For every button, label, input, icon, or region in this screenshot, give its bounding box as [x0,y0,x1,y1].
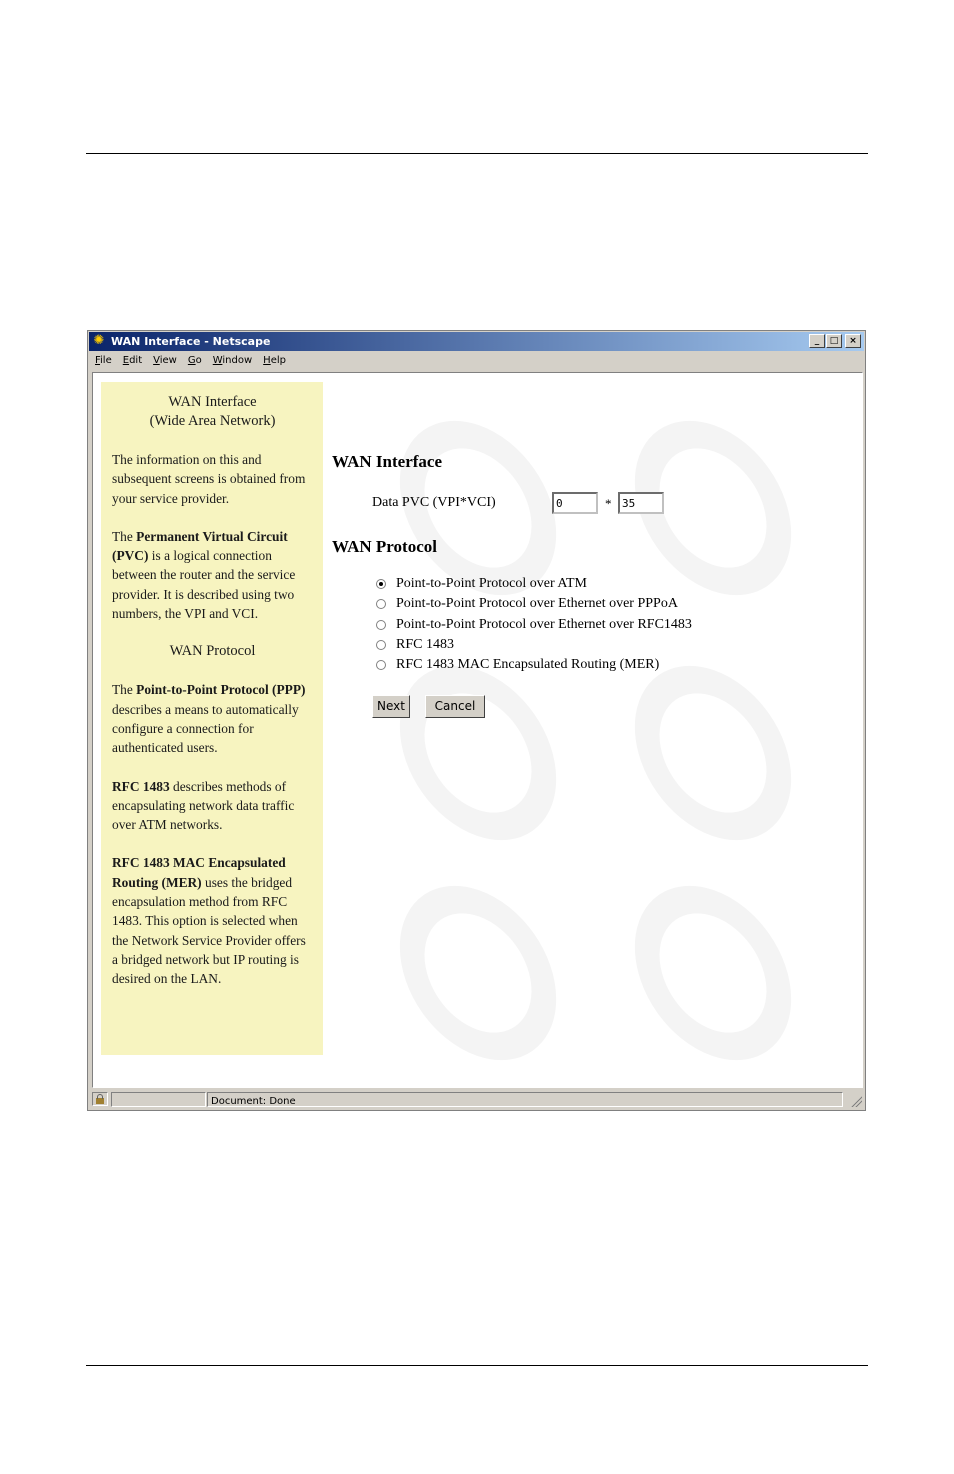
sidebar-mer-text: RFC 1483 MAC Encapsulated Routing (MER) uses the bridged encapsulation method from RFC 1483. This option is selected when the Network Service Provider offers a bridged network but IP routing is desired on the LAN. [112,855,306,987]
vci-input[interactable]: 35 [618,492,664,514]
protocol-radio-group [376,574,692,675]
minimize-button[interactable]: _ [809,334,825,348]
protocol-option-label: RFC 1483 [396,637,454,653]
menu-window[interactable]: Window [212,355,253,366]
sidebar-heading-line2: (Wide Area Network) [149,413,276,429]
menu-go[interactable]: Go [187,355,202,366]
menu-bar [89,352,864,370]
menu-view[interactable]: View [153,355,177,366]
protocol-option-pppoe-rfc1483[interactable] [376,615,692,635]
help-sidebar [101,382,323,1055]
status-text: Document: Done [207,1092,843,1107]
browser-window [87,330,866,1111]
pvc-separator: * [605,496,612,511]
menu-help[interactable]: Help [263,355,286,366]
page-rule-bottom [86,1365,868,1366]
sidebar-heading-line1: WAN Interface [168,394,257,410]
netscape-logo-icon: ✺ [93,333,105,348]
resize-grip-icon[interactable] [850,1095,862,1107]
protocol-option-label: Point-to-Point Protocol over ATM [396,576,587,592]
sidebar-pvc-text: The Permanent Virtual Circuit (PVC) is a logical connection between the router and the service provider. It is described using two numbers, the VPI and VCI. [112,528,296,622]
pvc-label: Data PVC (VPI*VCI) [372,495,496,510]
wan-protocol-title: WAN Protocol [332,537,437,556]
radio-button[interactable] [376,620,386,630]
status-progress-cell [111,1092,206,1107]
wan-interface-title: WAN Interface [332,452,442,471]
close-button[interactable]: × [845,334,861,348]
page-content [92,372,863,1088]
protocol-option-label: Point-to-Point Protocol over Ethernet over PPPoA [396,596,678,612]
next-button[interactable]: Next [372,695,410,718]
page-rule-top [86,153,868,154]
radio-button[interactable] [376,640,386,650]
protocol-option-label: Point-to-Point Protocol over Ethernet over RFC1483 [396,616,692,632]
sidebar-intro-text: The information on this and subsequent screens is obtained from your service provider. [112,452,306,506]
radio-button[interactable] [376,599,386,609]
menu-file[interactable]: File [95,355,112,366]
radio-button[interactable] [376,579,386,589]
sidebar-rfc1483-text: RFC 1483 describes methods of encapsulating network data traffic over ATM networks. [112,778,295,833]
sidebar-protocol-heading: WAN Protocol [169,643,256,660]
protocol-option-mer[interactable] [376,655,692,675]
protocol-option-pppoe-pppoa[interactable] [376,594,692,614]
title-bar[interactable] [89,332,864,351]
radio-button[interactable] [376,660,386,670]
protocol-option-pppoa[interactable] [376,574,692,594]
window-controls [809,334,861,348]
maximize-button[interactable]: □ [826,334,842,348]
main-form [332,373,852,1073]
protocol-option-label: RFC 1483 MAC Encapsulated Routing (MER) [396,657,660,673]
menu-edit[interactable]: Edit [122,355,143,366]
window-title: WAN Interface - Netscape [111,335,271,348]
protocol-option-rfc1483[interactable] [376,635,692,655]
security-lock-icon[interactable] [92,1092,108,1106]
sidebar-ppp-text: The Point-to-Point Protocol (PPP) describes a means to automatically configure a connection for authenticated users. [112,682,306,756]
cancel-button[interactable]: Cancel [425,695,485,718]
vpi-input[interactable]: 0 [552,492,598,514]
status-bar [89,1090,864,1109]
